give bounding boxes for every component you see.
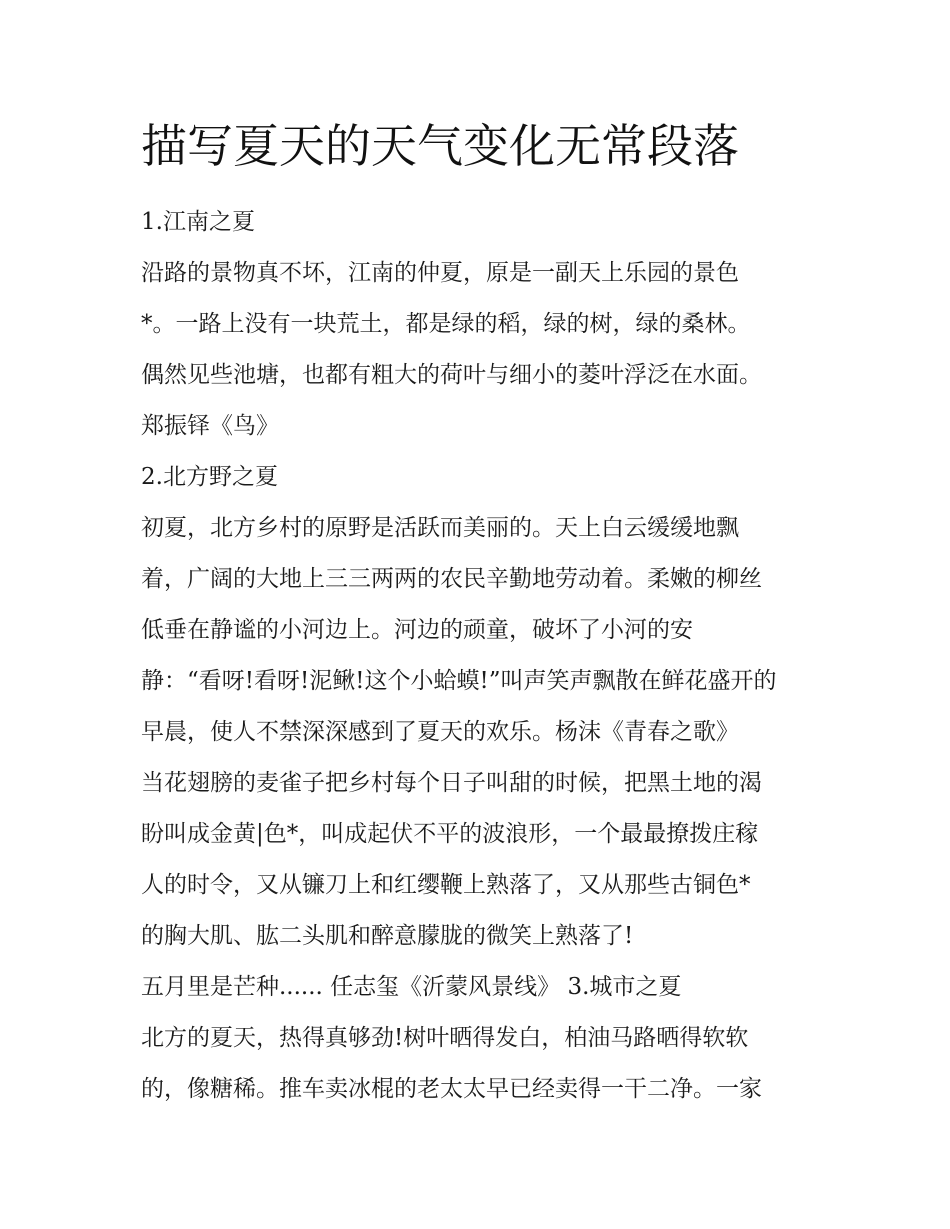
paragraph-line: 偶然见些池塘，也都有粗大的荷叶与细小的菱叶浮泛在水面。 xyxy=(141,362,762,388)
paragraph-line: 的胸大肌、肱二头肌和醉意朦胧的微笑上熟落了! xyxy=(141,923,634,949)
section-heading-jiangnan: 1.江南之夏 xyxy=(141,209,255,235)
paragraph-line: 盼叫成金黄|色*，叫成起伏不平的波浪形，一个最最撩拨庄稼 xyxy=(141,821,759,847)
paragraph-line: 北方的夏天，热得真够劲!树叶晒得发白，柏油马路晒得软软 xyxy=(141,1025,749,1051)
paragraph-line: 着，广阔的大地上三三两两的农民辛勤地劳动着。柔嫩的柳丝 xyxy=(141,566,762,592)
paragraph-line: 当花翅膀的麦雀子把乡村每个日子叫甜的时候，把黑土地的渴 xyxy=(141,770,762,796)
paragraph-line: 沿路的景物真不坏，江南的仲夏，原是一副天上乐园的景色 xyxy=(141,260,739,286)
section-heading-north: 2.北方野之夏 xyxy=(141,464,278,490)
paragraph-line: 静：“看呀!看呀!泥鳅!这个小蛤蟆!”叫声笑声飘散在鲜花盛开的 xyxy=(141,668,777,694)
attribution-line: 郑振铎《鸟》 xyxy=(141,413,279,439)
paragraph-line: *。一路上没有一块荒土，都是绿的稻，绿的树，绿的桑林。 xyxy=(141,311,751,337)
page-title: 描写夏天的天气变化无常段落 xyxy=(141,119,739,173)
paragraph-line: 早晨，使人不禁深深感到了夏天的欢乐。杨沫《青春之歌》 xyxy=(141,719,739,745)
paragraph-line: 低垂在静谧的小河边上。河边的顽童，破坏了小河的安 xyxy=(141,617,693,643)
paragraph-line: 人的时令，又从镰刀上和红缨鞭上熟落了，又从那些古铜色* xyxy=(141,872,751,898)
paragraph-line: 五月里是芒种...... 任志玺《沂蒙风景线》 3.城市之夏 xyxy=(141,974,682,1000)
paragraph-line: 初夏，北方乡村的原野是活跃而美丽的。天上白云缓缓地飘 xyxy=(141,515,739,541)
paragraph-line: 的，像糖稀。推车卖冰棍的老太太早已经卖得一干二净。一家 xyxy=(141,1076,762,1102)
